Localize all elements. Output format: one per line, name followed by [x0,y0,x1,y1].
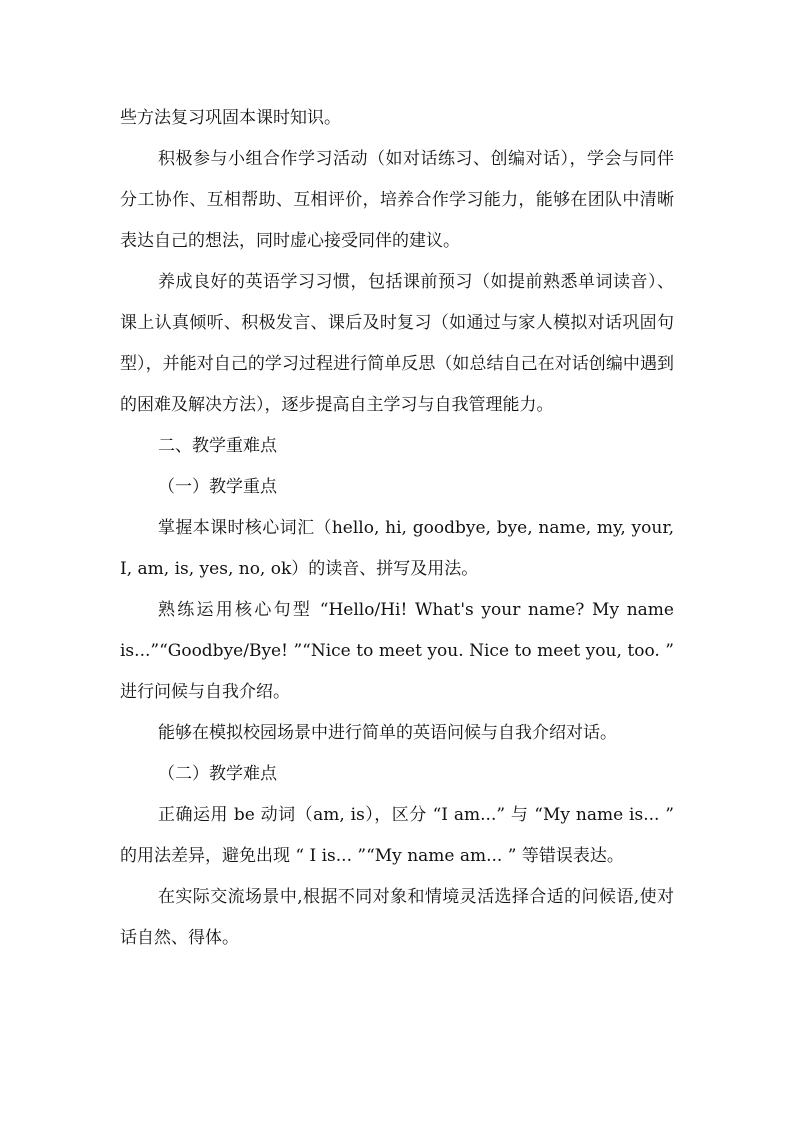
document-body [120,98,674,959]
paragraph-be-verb: 正确运用 be 动词（am, is），区分 “I am...” 与 “My name is... ” 的用法差异，避免出现 “ I is... ”“My name am... ” 等错误表达。 [120,805,674,866]
paragraph-continuation: 些方法复习巩固本课时知识。 [120,108,341,128]
subsection-heading-difficult-points: （二）教学难点 [158,764,277,784]
paragraph-study-habits: 养成良好的英语学习习惯，包括课前预习（如提前熟悉单词读音）、课上认真倾听、积极发言、课后及时复习（如通过与家人模拟对话巩固句型），并能对自己的学习过程进行简单反思（如总结自己在对话创编中遇到的困难及解决方法），逐步提高自主学习与自我管理能力。 [120,272,674,415]
paragraph-core-sentences: 熟练运用核心句型 “Hello/Hi! What's your name? My name is...”“Goodbye/Bye! ”“Nice to meet you. Nice to meet you, too. ” 进行问候与自我介绍。 [120,600,674,702]
paragraph-core-vocabulary: 掌握本课时核心词汇（hello, hi, goodbye, bye, name, my, your, I, am, is, yes, no, ok）的读音、拼写及用法。 [120,518,674,579]
paragraph-campus-dialogue: 能够在模拟校园场景中进行简单的英语问候与自我介绍对话。 [158,723,617,743]
paragraph-cooperation: 积极参与小组合作学习活动（如对话练习、创编对话），学会与同伴分工协作、互相帮助、互相评价，培养合作学习能力，能够在团队中清晰表达自己的想法，同时虚心接受同伴的建议。 [120,149,674,251]
paragraph-greeting-choice: 在实际交流场景中,根据不同对象和情境灵活选择合适的问候语,使对话自然、得体。 [120,887,674,948]
subsection-heading-key-points: （一）教学重点 [158,477,277,497]
section-heading-key-difficult-points: 二、教学重难点 [158,436,277,456]
